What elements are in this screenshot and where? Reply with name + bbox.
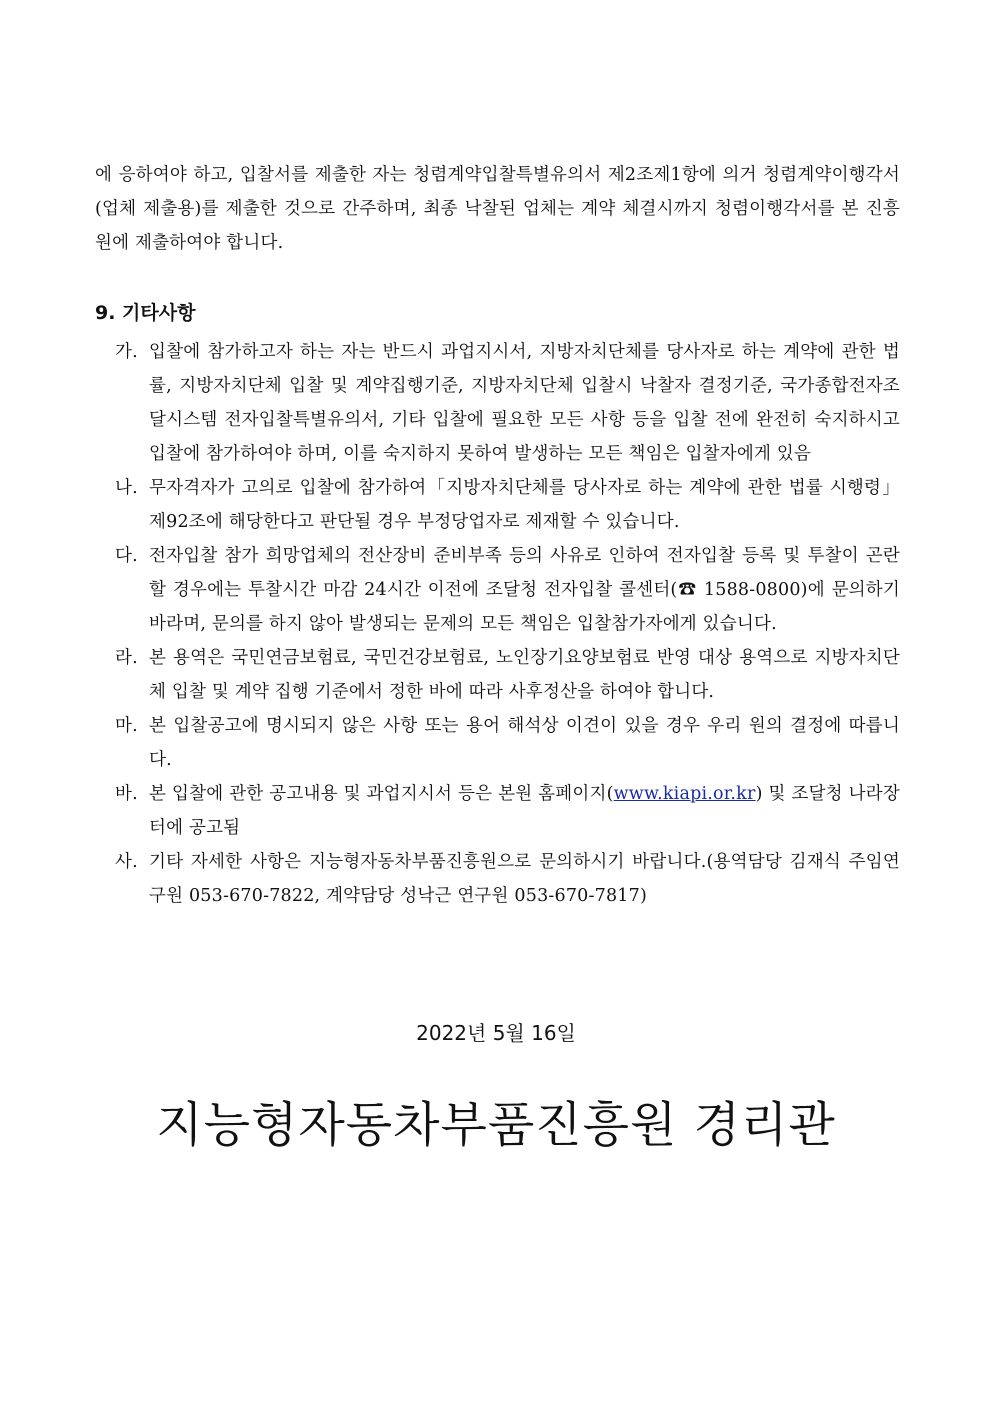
issuer-signature: 지능형자동차부품진흥원 경리관 [156, 1097, 836, 1153]
notice-item-ra [115, 641, 900, 709]
section-title: 9. 기타사항 [95, 302, 196, 324]
item-marker: 마. [115, 716, 138, 736]
notice-item-na [115, 471, 900, 539]
notice-item-sa [115, 845, 900, 913]
item-marker: 사. [115, 852, 138, 872]
item-marker: 나. [115, 478, 138, 498]
document-date: 2022년 5월 16일 [416, 1021, 576, 1045]
item-text: 전자입찰 참가 희망업체의 전산장비 준비부족 등의 사유로 인하여 전자입찰 등록 및 투찰이 곤란할 경우에는 투찰시간 마감 24시간 이전에 조달청 전자입찰 콜센터(☎ 1588-0800)에 문의하기 바라며, 문의를 하지 않아 발생되는 문제의 모든 책임은 입찰참가자에게 있습니다. [149, 546, 900, 634]
notice-item-da [115, 539, 900, 641]
item-marker: 다. [115, 546, 138, 566]
item-text: 본 입찰공고에 명시되지 않은 사항 또는 용어 해석상 이견이 있을 경우 우리 원의 결정에 따릅니다. [149, 716, 900, 770]
notice-item-ba [115, 777, 900, 845]
item-text-before-link: 본 입찰에 관한 공고내용 및 과업지시서 등은 본원 홈페이지( [149, 784, 614, 804]
intro-paragraph [95, 158, 900, 260]
intro-text: 에 응하여야 하고, 입찰서를 제출한 자는 청렴계약입찰특별유의서 제2조제1항에 의거 청렴계약이행각서(업체 제출용)를 제출한 것으로 간주하며, 최종 낙찰된 업체는 계약 체결시까지 청렴이행각서를 본 진흥원에 제출하여야 합니다. [95, 165, 900, 253]
item-marker: 가. [115, 342, 138, 362]
item-marker: 라. [115, 648, 138, 668]
item-text: 무자격자가 고의로 입찰에 참가하여「지방자치단체를 당사자로 하는 계약에 관한 법률 시행령」제92조에 해당한다고 판단될 경우 부정당업자로 제재할 수 있습니다. [149, 478, 900, 532]
item-text: 기타 자세한 사항은 지능형자동차부품진흥원으로 문의하시기 바랍니다.(용역담당 김재식 주임연구원 053-670-7822, 계약담당 성낙근 연구원 053-670-7817) [149, 852, 900, 906]
item-text: 본 용역은 국민연금보험료, 국민건강보험료, 노인장기요양보험료 반영 대상 용역으로 지방자치단체 입찰 및 계약 집행 기준에서 정한 바에 따라 사후정산을 하여야 합니다. [149, 648, 900, 702]
item-text-after-link: ) 및 조달청 나라장터에 공고됨 [149, 784, 900, 838]
notice-item-ma [115, 709, 900, 777]
item-marker: 바. [115, 784, 138, 804]
item-text [149, 777, 900, 845]
notice-list [115, 335, 900, 913]
notice-item-ga [115, 335, 900, 471]
homepage-link[interactable]: www.kiapi.or.kr [613, 784, 756, 804]
item-text: 입찰에 참가하고자 하는 자는 반드시 과업지시서, 지방자치단체를 당사자로 하는 계약에 관한 법률, 지방자치단체 입찰 및 계약집행기준, 지방자치단체 입찰시 낙찰자 결정기준, 국가종합전자조달시스템 전자입찰특별유의서, 기타 입찰에 필요한 모든 사항 등을 입찰 전에 완전히 숙지하시고 입찰에 참가하여야 하며, 이를 숙지하지 못하여 발생하는 모든 책임은 입찰자에게 있음 [149, 342, 900, 464]
